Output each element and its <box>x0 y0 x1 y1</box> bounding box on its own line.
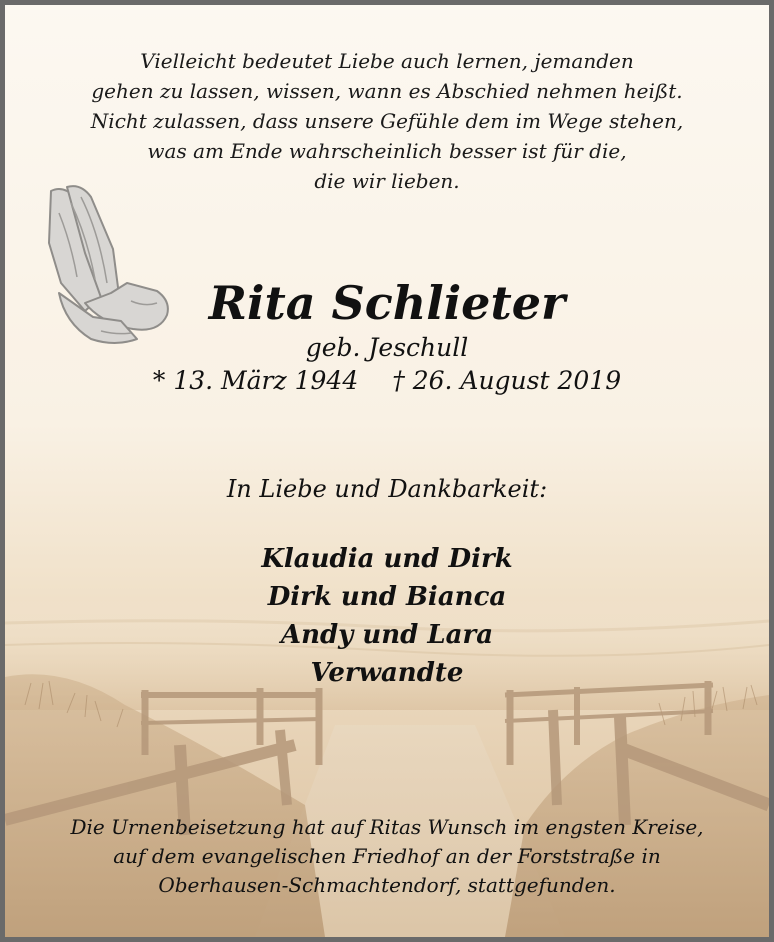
mourners-list <box>5 540 769 692</box>
mourner-name: Andy und Lara <box>280 620 494 650</box>
obituary-card <box>5 5 769 937</box>
poem-line: die wir lieben. <box>314 169 460 193</box>
memorial-poem <box>5 46 769 196</box>
maiden-name: geb. Jeschull <box>305 333 469 362</box>
poem-line: gehen zu lassen, wissen, wann es Abschied nehmen heißt. <box>91 79 683 103</box>
burial-notice <box>5 813 769 900</box>
mourner-name: Klaudia und Dirk <box>261 544 513 574</box>
poem-line: Vielleicht bedeutet Liebe auch lernen, jemanden <box>140 49 634 73</box>
notice-line: auf dem evangelischen Friedhof an der Forststraße in <box>113 844 661 868</box>
mourners-intro: In Liebe und Dankbarkeit: <box>226 475 548 503</box>
mourner-name: Dirk und Bianca <box>267 582 507 612</box>
deceased-name: Rita Schlieter <box>208 276 566 330</box>
notice-line: Die Urnenbeisetzung hat auf Ritas Wunsch im engsten Kreise, <box>70 815 704 839</box>
mourner-name: Verwandte <box>310 658 464 688</box>
birth-date: * 13. März 1944 <box>152 366 359 395</box>
poem-line: Nicht zulassen, dass unsere Gefühle dem im Wege stehen, <box>90 109 684 133</box>
text-layer <box>5 5 769 937</box>
death-date: † 26. August 2019 <box>392 366 622 395</box>
poem-line: was am Ende wahrscheinlich besser ist für die, <box>147 139 627 163</box>
notice-line: Oberhausen-Schmachtendorf, stattgefunden. <box>158 873 616 897</box>
life-dates <box>5 364 769 398</box>
